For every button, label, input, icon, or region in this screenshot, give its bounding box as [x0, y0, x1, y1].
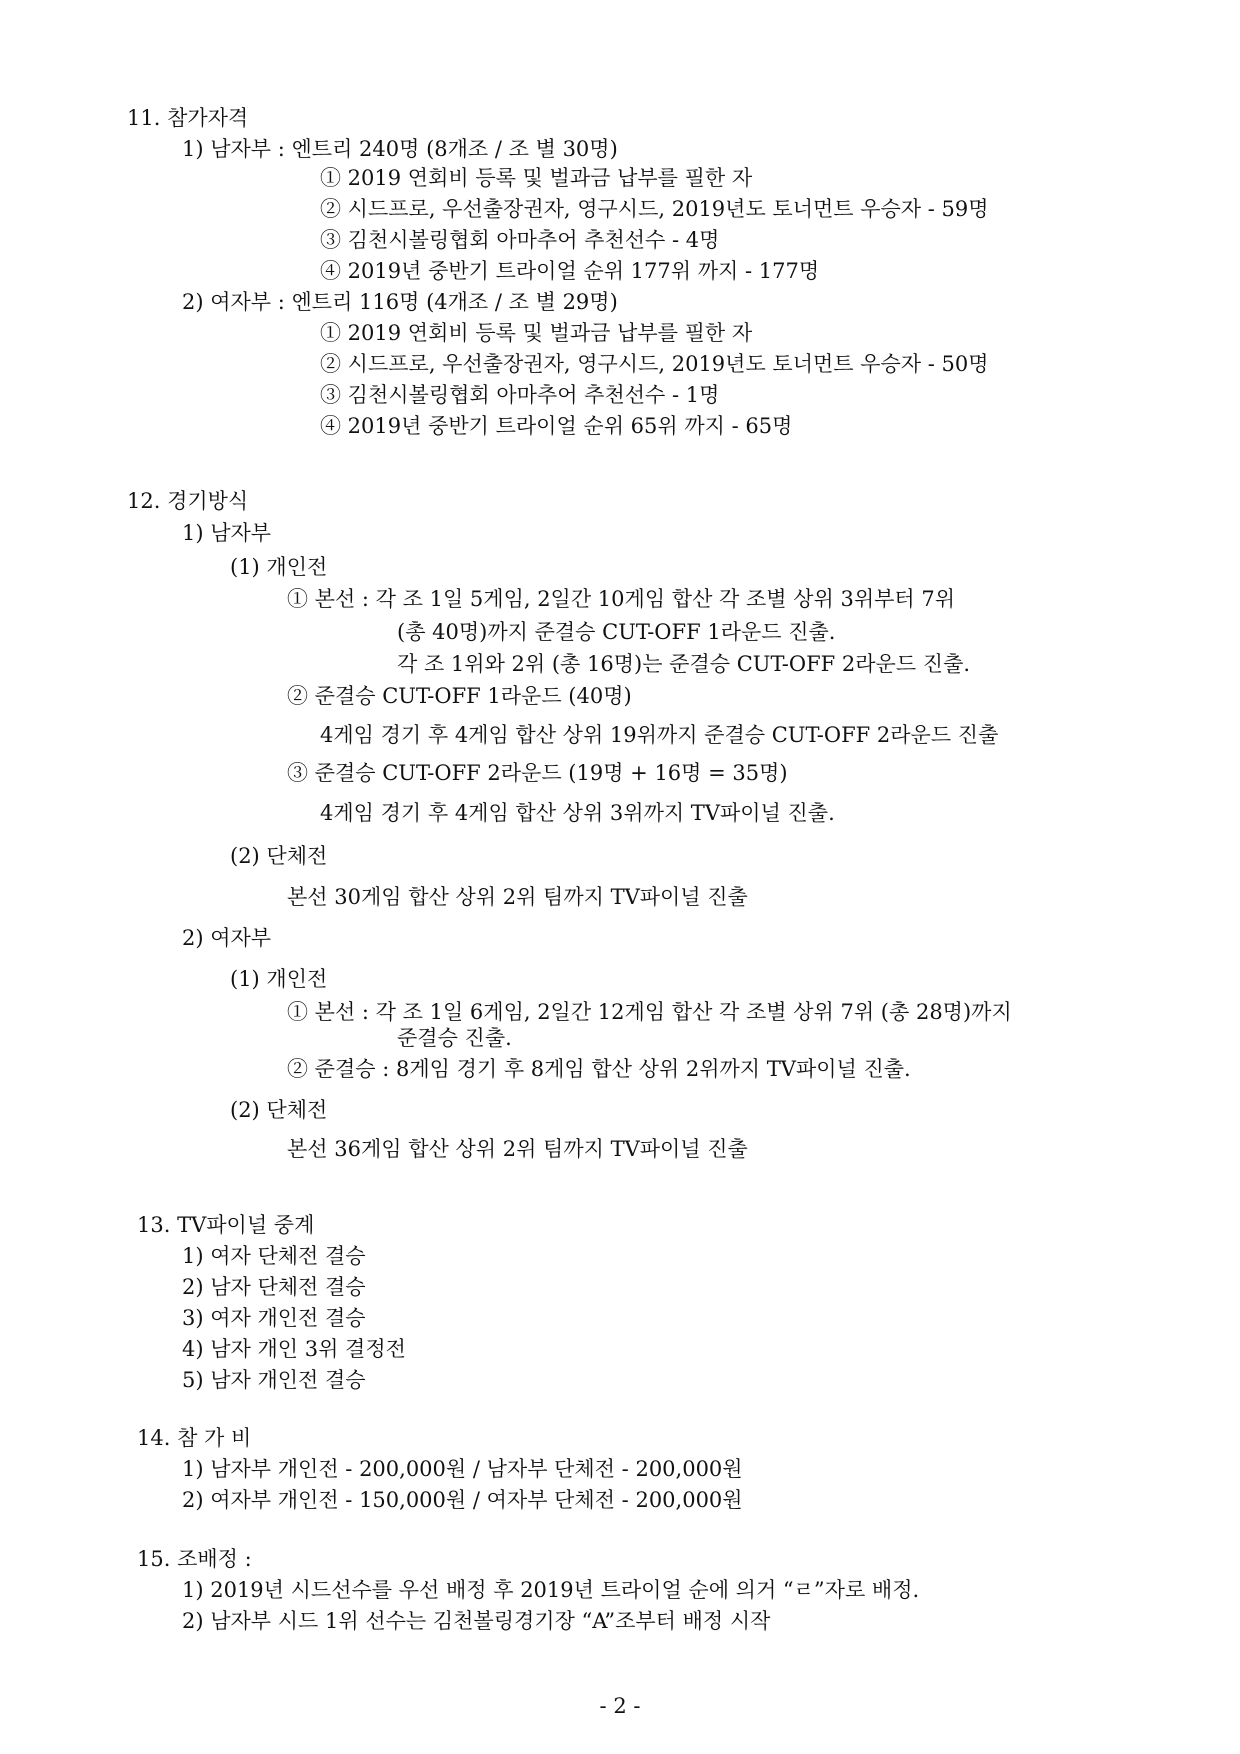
s12-men-r1-line: ① 본선 : 각 조 1일 5게임, 2일간 10게임 합산 각 조별 상위 3위부터 7위	[287, 587, 956, 611]
s12-men-team-head: (2) 단체전	[230, 844, 328, 868]
s12-women-r1-line: ① 본선 : 각 조 1일 6게임, 2일간 12게임 합산 각 조별 상위 7위 (총 28명)까지	[287, 1000, 1012, 1024]
s15-item: 2) 남자부 시드 1위 선수는 김천볼링경기장 “A”조부터 배정 시작	[182, 1609, 771, 1633]
s13-item: 5) 남자 개인전 결승	[182, 1368, 366, 1392]
s12-men-r3-desc: 4게임 경기 후 4게임 합산 상위 3위까지 TV파이널 진출.	[320, 801, 835, 825]
s12-women-team-desc: 본선 36게임 합산 상위 2위 팀까지 TV파이널 진출	[287, 1137, 748, 1161]
s11-men-item: ② 시드프로, 우선출장권자, 영구시드, 2019년도 토너먼트 우승자 - 59명	[320, 197, 989, 221]
s11-women-item: ② 시드프로, 우선출장권자, 영구시드, 2019년도 토너먼트 우승자 - 50명	[320, 352, 989, 376]
s14-item: 1) 남자부 개인전 - 200,000원 / 남자부 단체전 - 200,000원	[182, 1457, 743, 1481]
s12-men-r1-line: (총 40명)까지 준결승 CUT-OFF 1라운드 진출.	[397, 620, 836, 644]
section-11-title: 11. 참가자격	[127, 106, 249, 130]
s12-women-r2: ② 준결승 : 8게임 경기 후 8게임 합산 상위 2위까지 TV파이널 진출.	[287, 1057, 911, 1081]
s11-women-item: ③ 김천시볼링협회 아마추어 추천선수 - 1명	[320, 383, 720, 407]
s12-men-team-desc: 본선 30게임 합산 상위 2위 팀까지 TV파이널 진출	[287, 885, 748, 909]
s13-item: 2) 남자 단체전 결승	[182, 1275, 366, 1299]
s12-men-r2-desc: 4게임 경기 후 4게임 합산 상위 19위까지 준결승 CUT-OFF 2라운드 진출	[320, 723, 999, 747]
s13-item: 3) 여자 개인전 결승	[182, 1306, 366, 1330]
s11-women-item: ④ 2019년 중반기 트라이얼 순위 65위 까지 - 65명	[320, 414, 793, 438]
s12-men-r3-head: ③ 준결승 CUT-OFF 2라운드 (19명 + 16명 = 35명)	[287, 761, 788, 785]
s11-women-item: ① 2019 연회비 등록 및 벌과금 납부를 필한 자	[320, 321, 753, 345]
section-12-title: 12. 경기방식	[127, 489, 249, 513]
section-15-title: 15. 조배정 :	[137, 1547, 252, 1571]
page-number: - 2 -	[599, 1694, 641, 1718]
s11-men-item: ③ 김천시볼링협회 아마추어 추천선수 - 4명	[320, 228, 720, 252]
s14-item: 2) 여자부 개인전 - 150,000원 / 여자부 단체전 - 200,000원	[182, 1488, 743, 1512]
s12-men-head: 1) 남자부	[182, 521, 272, 545]
s11-men-item: ④ 2019년 중반기 트라이얼 순위 177위 까지 - 177명	[320, 259, 820, 283]
s13-item: 4) 남자 개인 3위 결정전	[182, 1337, 406, 1361]
s12-women-head: 2) 여자부	[182, 926, 272, 950]
s12-men-r2-head: ② 준결승 CUT-OFF 1라운드 (40명)	[287, 684, 632, 708]
s11-men-head: 1) 남자부 : 엔트리 240명 (8개조 / 조 별 30명)	[182, 137, 618, 161]
s13-item: 1) 여자 단체전 결승	[182, 1244, 366, 1268]
section-13-title: 13. TV파이널 중계	[137, 1213, 315, 1237]
s11-men-item: ① 2019 연회비 등록 및 벌과금 납부를 필한 자	[320, 166, 753, 190]
s11-women-head: 2) 여자부 : 엔트리 116명 (4개조 / 조 별 29명)	[182, 290, 618, 314]
s12-women-r1-line: 준결승 진출.	[397, 1026, 512, 1050]
s12-women-team-head: (2) 단체전	[230, 1098, 328, 1122]
s12-men-r1-line: 각 조 1위와 2위 (총 16명)는 준결승 CUT-OFF 2라운드 진출.	[397, 652, 971, 676]
section-14-title: 14. 참 가 비	[137, 1426, 252, 1450]
s12-women-individual-head: (1) 개인전	[230, 967, 328, 991]
s15-item: 1) 2019년 시드선수를 우선 배정 후 2019년 트라이얼 순에 의거 “ㄹ”자로 배정.	[182, 1578, 920, 1602]
s12-men-individual-head: (1) 개인전	[230, 555, 328, 579]
